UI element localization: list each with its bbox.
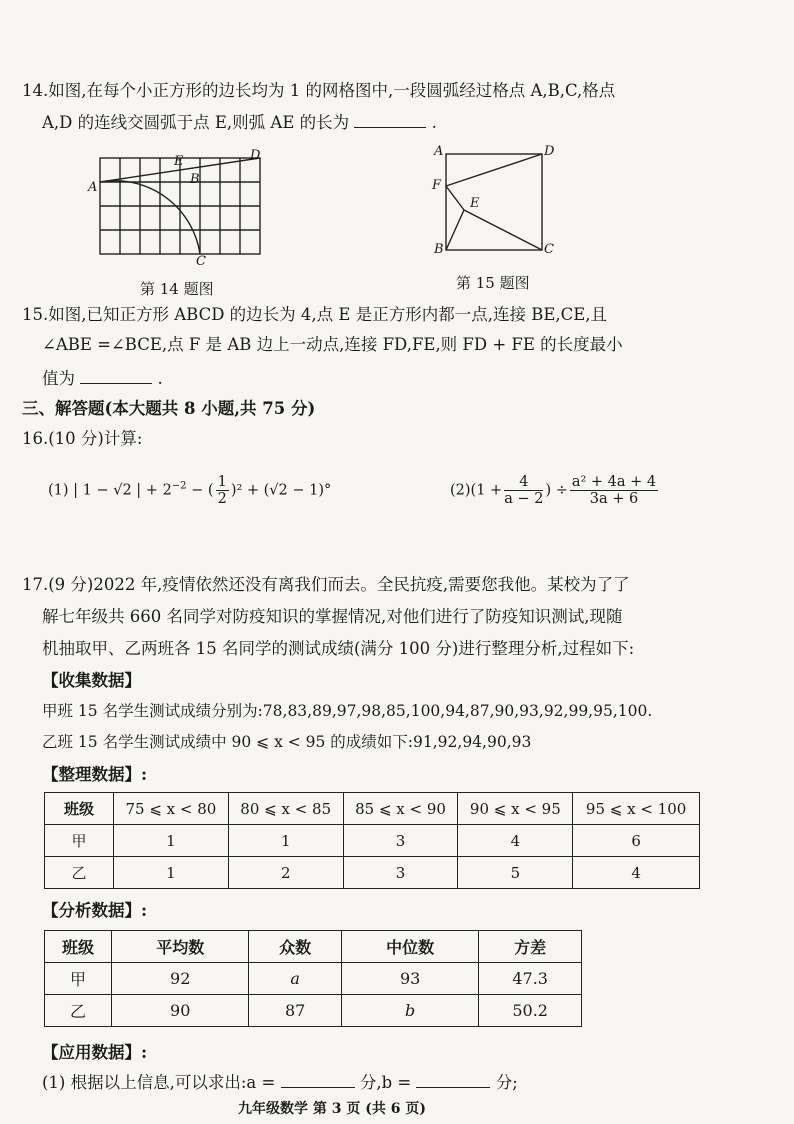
- table-row: 班级 75 ⩽ x < 80 80 ⩽ x < 85 85 ⩽ x < 90 90 ⩽ x < 95 95 ⩽ x < 100: [45, 793, 700, 825]
- answer-blank-b[interactable]: [416, 1073, 490, 1088]
- fig15-label-e: E: [470, 196, 480, 211]
- fig15-label-d: D: [544, 144, 555, 159]
- table-row: 乙 1 2 3 5 4: [45, 857, 700, 889]
- table-row: 班级 平均数 众数 中位数 方差: [45, 931, 582, 963]
- analyze-table: [44, 930, 582, 1027]
- q14-line2: A,D 的连线交圆弧于点 E,则弧 AE 的长为 .: [42, 113, 437, 132]
- apply-heading: 【应用数据】:: [42, 1043, 148, 1062]
- fig14-label-d: D: [250, 148, 261, 163]
- fig14-label-b: B: [190, 172, 200, 187]
- q17-line1: 17.(9 分)2022 年,疫情依然还没有离我们而去。全民抗疫,需要您我他。某校为了了: [22, 575, 630, 594]
- fig15-label-a: A: [434, 144, 444, 159]
- answer-blank-a[interactable]: [281, 1073, 355, 1088]
- figure-15: [430, 146, 560, 258]
- q17-line3: 机抽取甲、乙两班各 15 名同学的测试成绩(满分 100 分)进行整理分析,过程如下:: [42, 639, 635, 658]
- line-CE: [464, 210, 542, 250]
- q16-part2: (2)(1 + $\frac{4}{a - 2}$ ) ÷ $\frac{\text{a² + 4a + 4}}{3a + 6}$: [450, 474, 657, 507]
- fig14-label-a: A: [88, 180, 98, 195]
- q15-line1: 15.如图,已知正方形 ABCD 的边长为 4,点 E 是正方形内都一点,连接 BE,CE,且: [22, 305, 608, 324]
- fig15-caption: 第 15 题图: [456, 274, 530, 292]
- apply-line1: (1) 根据以上信息,可以求出:a = 分,b = 分;: [42, 1073, 518, 1092]
- q15-answer-blank[interactable]: [80, 369, 152, 384]
- q14-answer-blank[interactable]: [354, 113, 426, 128]
- table-row: 甲 1 1 3 4 6: [45, 825, 700, 857]
- page-footer: 九年级数学 第 3 页 (共 6 页): [238, 1101, 426, 1117]
- collect-heading: 【收集数据】: [42, 671, 141, 690]
- q16-title: 16.(10 分)计算:: [22, 429, 143, 448]
- line-BE: [446, 210, 464, 250]
- collect-line1: 甲班 15 名学生测试成绩分别为:78,83,89,97,98,85,100,94,87,90,93,92,99,95,100.: [42, 702, 653, 720]
- fig15-label-f: F: [432, 178, 442, 193]
- fig14-caption: 第 14 题图: [140, 280, 214, 298]
- fig15-label-b: B: [434, 242, 444, 257]
- fig14-label-e: E: [174, 154, 184, 169]
- analyze-heading: 【分析数据】:: [42, 901, 148, 920]
- q14-line1: 14.如图,在每个小正方形的边长均为 1 的网格图中,一段圆弧经过格点 A,B,C,格点: [22, 81, 616, 100]
- organize-heading: 【整理数据】:: [42, 765, 148, 784]
- line-FD: [446, 154, 542, 186]
- q15-line2: ∠ABE =∠BCE,点 F 是 AB 边上一动点,连接 FD,FE,则 FD + FE 的长度最小: [42, 335, 623, 354]
- fig15-label-c: C: [544, 242, 554, 257]
- table-row: 乙 90 87 b 50.2: [45, 995, 582, 1027]
- q17-line2: 解七年级共 660 名同学对防疫知识的掌握情况,对他们进行了防疫知识测试,现随: [42, 607, 623, 626]
- collect-line2: 乙班 15 名学生测试成绩中 90 ⩽ x < 95 的成绩如下:91,92,94,90,93: [42, 733, 532, 751]
- q16-part1: (1) | 1 − √2 | + $2^{-2}$ − ( $\frac{1}{2}$ )² + (√2 − 1)°: [48, 474, 332, 507]
- fig14-label-c: C: [196, 254, 206, 269]
- line-FE: [446, 186, 464, 210]
- q15-line3: 值为 .: [42, 369, 163, 388]
- section3-heading: 三、解答题(本大题共 8 小题,共 75 分): [22, 399, 316, 418]
- arc-ABC: [100, 181, 200, 254]
- organize-table: [44, 792, 700, 889]
- table-row: 甲 92 a 93 47.3: [45, 963, 582, 995]
